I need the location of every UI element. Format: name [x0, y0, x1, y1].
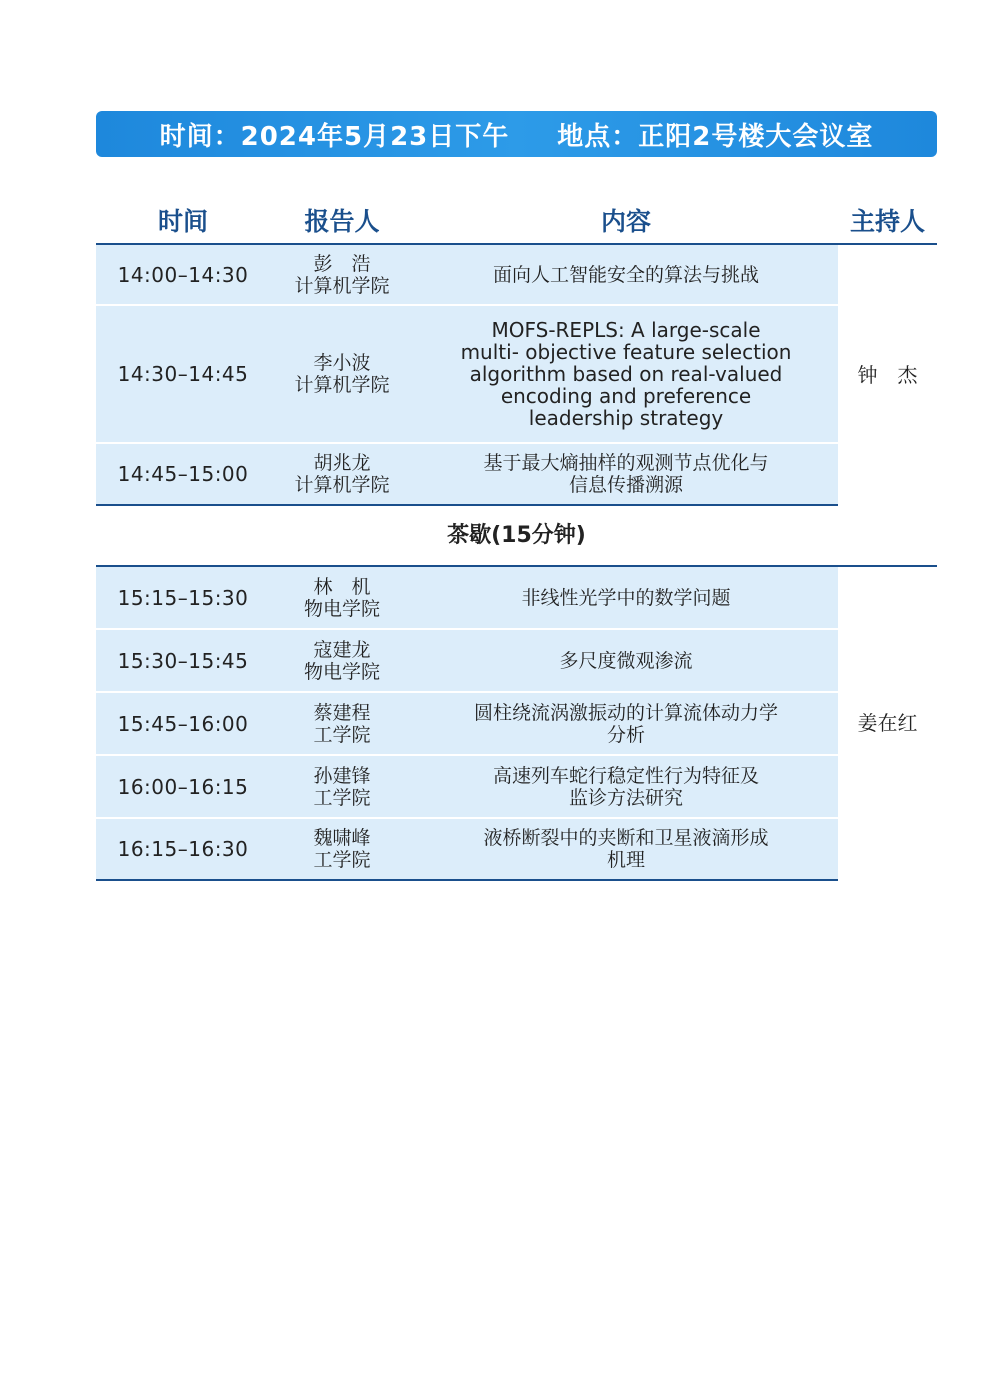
- break-label: 茶歇(15分钟): [96, 505, 937, 566]
- talk-title-line: encoding and preference: [500, 384, 752, 408]
- talk-title-line: 液桥断裂中的夹断和卫星液滴形成: [483, 827, 769, 849]
- speaker-dept: 物电学院: [303, 597, 380, 620]
- talk-title-line: 多尺度微观渗流: [559, 649, 693, 672]
- banner-venue: 地点：正阳2号楼大会议室: [557, 121, 874, 152]
- talk-title-line: 信息传播溯源: [568, 474, 683, 496]
- talk-title-line: 非线性光学中的数学问题: [521, 586, 731, 609]
- speaker-dept: 物电学院: [303, 660, 380, 683]
- talk-time: 15:15–15:30: [96, 566, 270, 629]
- talk-title-line: leadership strategy: [528, 406, 724, 430]
- speaker-name: 胡兆龙: [313, 452, 371, 474]
- talk-time: 16:00–16:15: [96, 755, 270, 818]
- schedule-table: [96, 196, 937, 881]
- talk-title-line: 面向人工智能安全的算法与挑战: [492, 263, 759, 286]
- speaker-name: 李小波: [313, 352, 371, 374]
- speaker-cell: [270, 755, 414, 818]
- speaker-cell: [270, 443, 414, 505]
- talk-title: [414, 244, 838, 305]
- header-time: 时间: [96, 196, 270, 244]
- speaker-cell: [270, 629, 414, 692]
- table-row: [96, 305, 937, 443]
- speaker-cell: [270, 244, 414, 305]
- talk-title-line: 基于最大熵抽样的观测节点优化与: [483, 452, 769, 474]
- table-row: [96, 629, 937, 692]
- table-row: [96, 692, 937, 755]
- speaker-name: 寇建龙: [313, 638, 371, 661]
- session-host: 钟 杰: [838, 244, 937, 505]
- table-row: [96, 443, 937, 505]
- speaker-name: 林 机: [313, 575, 371, 598]
- talk-time: 14:30–14:45: [96, 305, 270, 443]
- talk-title: [414, 629, 838, 692]
- speaker-dept: 计算机学院: [294, 374, 390, 396]
- talk-time: 16:15–16:30: [96, 818, 270, 880]
- speaker-cell: [270, 566, 414, 629]
- talk-title-line: 机理: [606, 849, 645, 871]
- schedule-banner: [96, 111, 937, 157]
- table-row: [96, 566, 937, 629]
- talk-title-line: 分析: [606, 723, 645, 746]
- talk-title-line: multi- objective feature selection: [460, 340, 792, 364]
- header-host: 主持人: [838, 196, 937, 244]
- banner-time: 时间：2024年5月23日下午: [159, 121, 510, 152]
- speaker-dept: 工学院: [313, 723, 371, 746]
- talk-title-line: 圆柱绕流涡激振动的计算流体动力学: [473, 701, 778, 724]
- speaker-cell: [270, 692, 414, 755]
- talk-title-line: MOFS-REPLS: A large-scale: [491, 318, 761, 342]
- table-row: [96, 244, 937, 305]
- speaker-name: 彭 浩: [313, 252, 371, 275]
- session-host: 姜在红: [838, 566, 937, 880]
- break-row: [96, 505, 937, 566]
- header-content: 内容: [414, 196, 838, 244]
- speaker-name: 孙建锋: [313, 764, 371, 787]
- header-speaker: 报告人: [270, 196, 414, 244]
- speaker-dept: 计算机学院: [294, 274, 390, 297]
- speaker-dept: 计算机学院: [294, 474, 390, 496]
- speaker-dept: 工学院: [313, 849, 371, 871]
- talk-time: 15:30–15:45: [96, 629, 270, 692]
- speaker-name: 魏啸峰: [313, 827, 371, 849]
- talk-title-line: 监诊方法研究: [568, 786, 683, 809]
- table-row: [96, 755, 937, 818]
- speaker-dept: 工学院: [313, 786, 371, 809]
- table-row: [96, 818, 937, 880]
- talk-title: [414, 692, 838, 755]
- speaker-cell: [270, 305, 414, 443]
- talk-title: [414, 305, 838, 443]
- talk-title: [414, 566, 838, 629]
- speaker-name: 蔡建程: [313, 701, 371, 724]
- table-header-row: [96, 196, 937, 244]
- talk-time: 15:45–16:00: [96, 692, 270, 755]
- talk-title-line: 高速列车蛇行稳定性行为特征及: [492, 764, 759, 787]
- talk-title-line: algorithm based on real-valued: [469, 362, 783, 386]
- talk-time: 14:45–15:00: [96, 443, 270, 505]
- talk-title: [414, 818, 838, 880]
- talk-title: [414, 755, 838, 818]
- speaker-cell: [270, 818, 414, 880]
- talk-title: [414, 443, 838, 505]
- talk-time: 14:00–14:30: [96, 244, 270, 305]
